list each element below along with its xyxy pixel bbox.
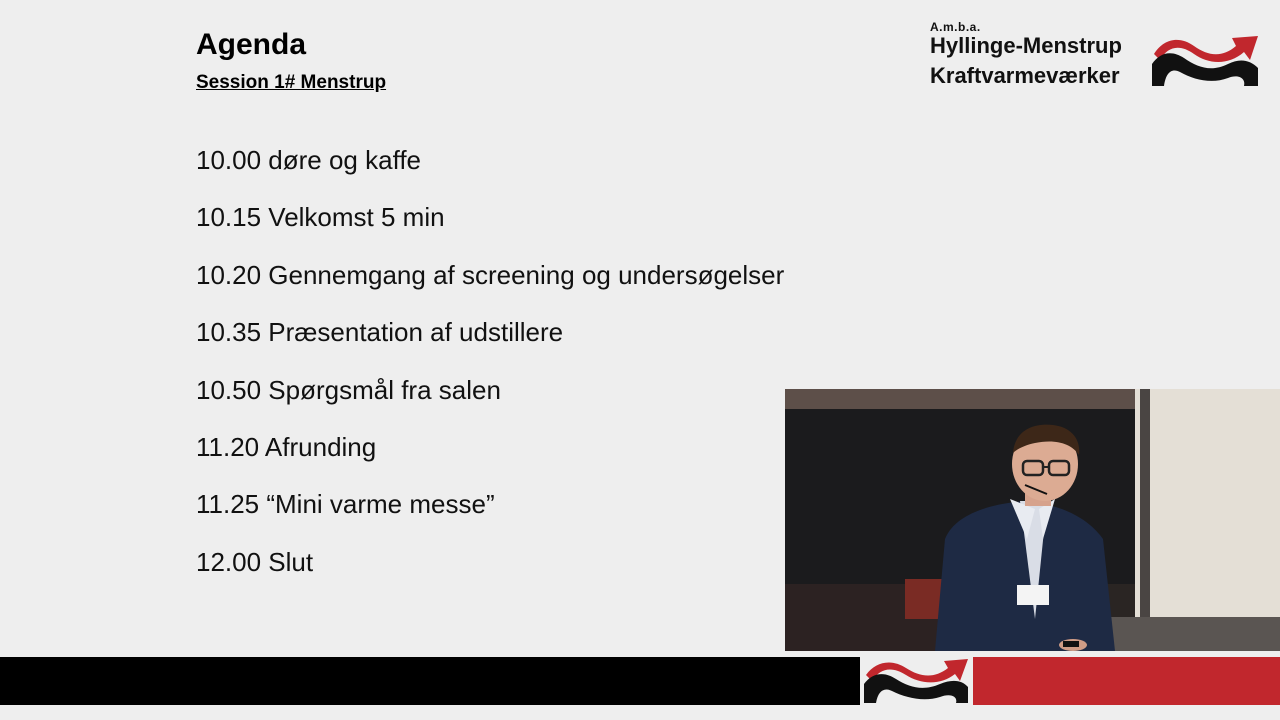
agenda-item: 11.25 “Mini varme messe” bbox=[196, 489, 495, 520]
slide-subtitle: Session 1# Menstrup bbox=[196, 72, 387, 93]
agenda-item: 10.15 Velkomst 5 min bbox=[196, 202, 445, 233]
logo-name-line1: Hyllinge-Menstrup bbox=[930, 33, 1122, 58]
agenda-list bbox=[196, 143, 784, 602]
agenda-item: 10.35 Præsentation af udstillere bbox=[196, 317, 564, 348]
logo-small-text: A.m.b.a. bbox=[930, 20, 981, 34]
agenda-item: 10.50 Spørgsmål fra salen bbox=[196, 374, 501, 405]
company-logo bbox=[930, 20, 1270, 92]
company-logo-mark-icon bbox=[1150, 34, 1260, 88]
logo-name-line2: Kraftvarmeværker bbox=[930, 63, 1120, 88]
footer-logo-mark-icon bbox=[862, 657, 972, 705]
agenda-item: 12.00 Slut bbox=[196, 546, 314, 577]
footer-logo bbox=[862, 657, 972, 710]
agenda-item: 10.20 Gennemgang af screening og undersøgelser bbox=[196, 259, 785, 290]
presenter-video-feed bbox=[785, 389, 1280, 651]
presenter-video-icon bbox=[785, 389, 1280, 651]
agenda-item: 11.20 Afrunding bbox=[196, 431, 377, 462]
agenda-item: 10.00 døre og kaffe bbox=[196, 145, 422, 175]
footer-black-bar bbox=[0, 657, 860, 705]
footer-red-bar bbox=[973, 657, 1280, 705]
slide-title: Agenda bbox=[196, 28, 307, 61]
